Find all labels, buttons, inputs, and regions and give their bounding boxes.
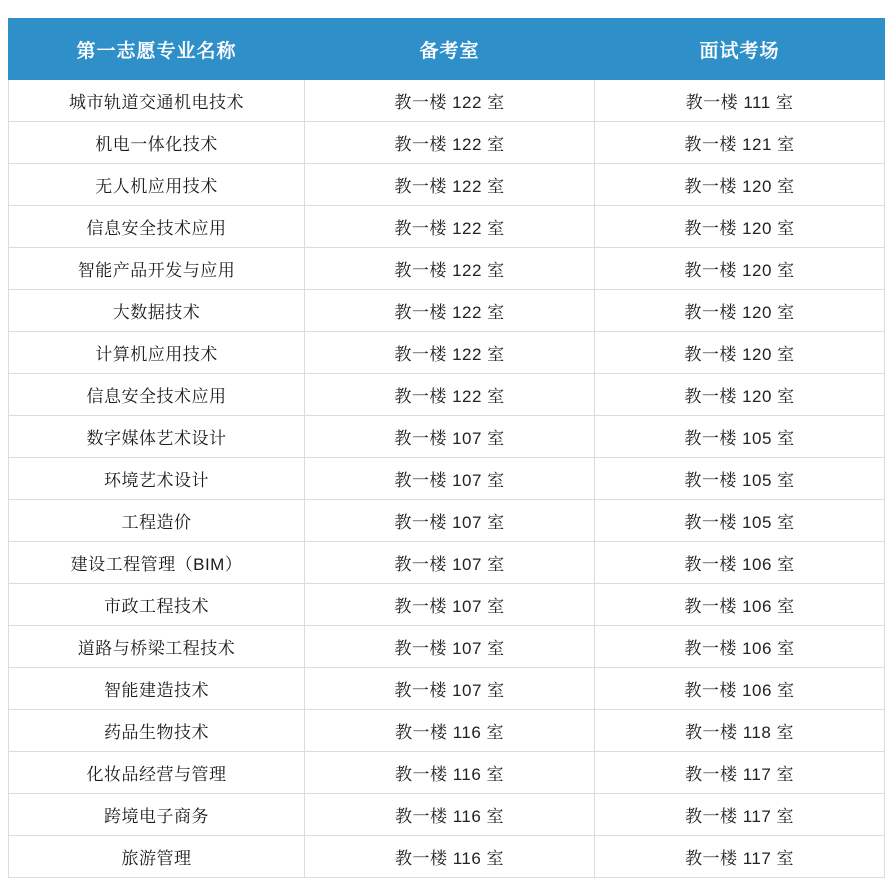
table-cell-interview-room: 教一楼 121 室 (595, 122, 885, 164)
table-row (9, 416, 885, 458)
table-cell-interview-room: 教一楼 120 室 (595, 206, 885, 248)
table-cell-prep-room: 教一楼 122 室 (305, 332, 595, 374)
table-row (9, 332, 885, 374)
table-row (9, 80, 885, 122)
table-cell-interview-room: 教一楼 105 室 (595, 500, 885, 542)
table-row (9, 164, 885, 206)
table-cell-major: 道路与桥梁工程技术 (9, 626, 305, 668)
table-cell-major: 市政工程技术 (9, 584, 305, 626)
table-row (9, 458, 885, 500)
table-row (9, 584, 885, 626)
table-row (9, 206, 885, 248)
table-cell-major: 机电一体化技术 (9, 122, 305, 164)
table-cell-prep-room: 教一楼 107 室 (305, 458, 595, 500)
table-cell-interview-room: 教一楼 105 室 (595, 458, 885, 500)
table-cell-major: 智能产品开发与应用 (9, 248, 305, 290)
table-cell-major: 数字媒体艺术设计 (9, 416, 305, 458)
table-cell-prep-room: 教一楼 107 室 (305, 668, 595, 710)
table-cell-major: 信息安全技术应用 (9, 374, 305, 416)
table-cell-major: 化妆品经营与管理 (9, 752, 305, 794)
table-cell-major: 计算机应用技术 (9, 332, 305, 374)
table-cell-prep-room: 教一楼 122 室 (305, 206, 595, 248)
table-cell-interview-room: 教一楼 106 室 (595, 542, 885, 584)
table-cell-major: 环境艺术设计 (9, 458, 305, 500)
table-row (9, 290, 885, 332)
table-row (9, 542, 885, 584)
table-cell-interview-room: 教一楼 106 室 (595, 626, 885, 668)
exam-arrangement-table (8, 18, 885, 878)
table-cell-prep-room: 教一楼 107 室 (305, 584, 595, 626)
column-header-interview-room: 面试考场 (595, 19, 885, 80)
table-cell-prep-room: 教一楼 107 室 (305, 542, 595, 584)
table-cell-prep-room: 教一楼 107 室 (305, 626, 595, 668)
table-cell-major: 旅游管理 (9, 836, 305, 878)
table-cell-prep-room: 教一楼 122 室 (305, 374, 595, 416)
column-header-prep-room: 备考室 (305, 19, 595, 80)
table-cell-prep-room: 教一楼 122 室 (305, 164, 595, 206)
table-cell-interview-room: 教一楼 120 室 (595, 164, 885, 206)
table-cell-major: 建设工程管理（BIM） (9, 542, 305, 584)
table-cell-major: 跨境电子商务 (9, 794, 305, 836)
table-cell-interview-room: 教一楼 117 室 (595, 794, 885, 836)
table-cell-interview-room: 教一楼 106 室 (595, 584, 885, 626)
table-cell-interview-room: 教一楼 117 室 (595, 836, 885, 878)
table-cell-prep-room: 教一楼 107 室 (305, 416, 595, 458)
table-cell-prep-room: 教一楼 116 室 (305, 710, 595, 752)
table-row (9, 752, 885, 794)
table-cell-major: 工程造价 (9, 500, 305, 542)
table-cell-prep-room: 教一楼 122 室 (305, 248, 595, 290)
table-row (9, 794, 885, 836)
table-cell-prep-room: 教一楼 116 室 (305, 836, 595, 878)
table-row (9, 500, 885, 542)
table-row (9, 626, 885, 668)
table-cell-prep-room: 教一楼 116 室 (305, 752, 595, 794)
table-cell-prep-room: 教一楼 122 室 (305, 122, 595, 164)
table-cell-prep-room: 教一楼 107 室 (305, 500, 595, 542)
table-row (9, 122, 885, 164)
table-header (9, 19, 885, 80)
table-cell-interview-room: 教一楼 120 室 (595, 290, 885, 332)
table-cell-major: 药品生物技术 (9, 710, 305, 752)
table-row (9, 374, 885, 416)
table-cell-interview-room: 教一楼 120 室 (595, 374, 885, 416)
table-cell-interview-room: 教一楼 105 室 (595, 416, 885, 458)
table-cell-prep-room: 教一楼 122 室 (305, 290, 595, 332)
table-row (9, 668, 885, 710)
table-cell-prep-room: 教一楼 122 室 (305, 80, 595, 122)
table-cell-interview-room: 教一楼 120 室 (595, 248, 885, 290)
table-cell-interview-room: 教一楼 106 室 (595, 668, 885, 710)
table-cell-interview-room: 教一楼 117 室 (595, 752, 885, 794)
table-cell-interview-room: 教一楼 120 室 (595, 332, 885, 374)
table-body (9, 80, 885, 878)
table-row (9, 248, 885, 290)
table-cell-major: 智能建造技术 (9, 668, 305, 710)
table-row (9, 836, 885, 878)
table-cell-major: 城市轨道交通机电技术 (9, 80, 305, 122)
column-header-major: 第一志愿专业名称 (9, 19, 305, 80)
table-header-row (9, 19, 885, 80)
table-cell-major: 大数据技术 (9, 290, 305, 332)
table-cell-prep-room: 教一楼 116 室 (305, 794, 595, 836)
table-cell-major: 无人机应用技术 (9, 164, 305, 206)
table-row (9, 710, 885, 752)
table-cell-interview-room: 教一楼 118 室 (595, 710, 885, 752)
table-cell-interview-room: 教一楼 111 室 (595, 80, 885, 122)
table-cell-major: 信息安全技术应用 (9, 206, 305, 248)
